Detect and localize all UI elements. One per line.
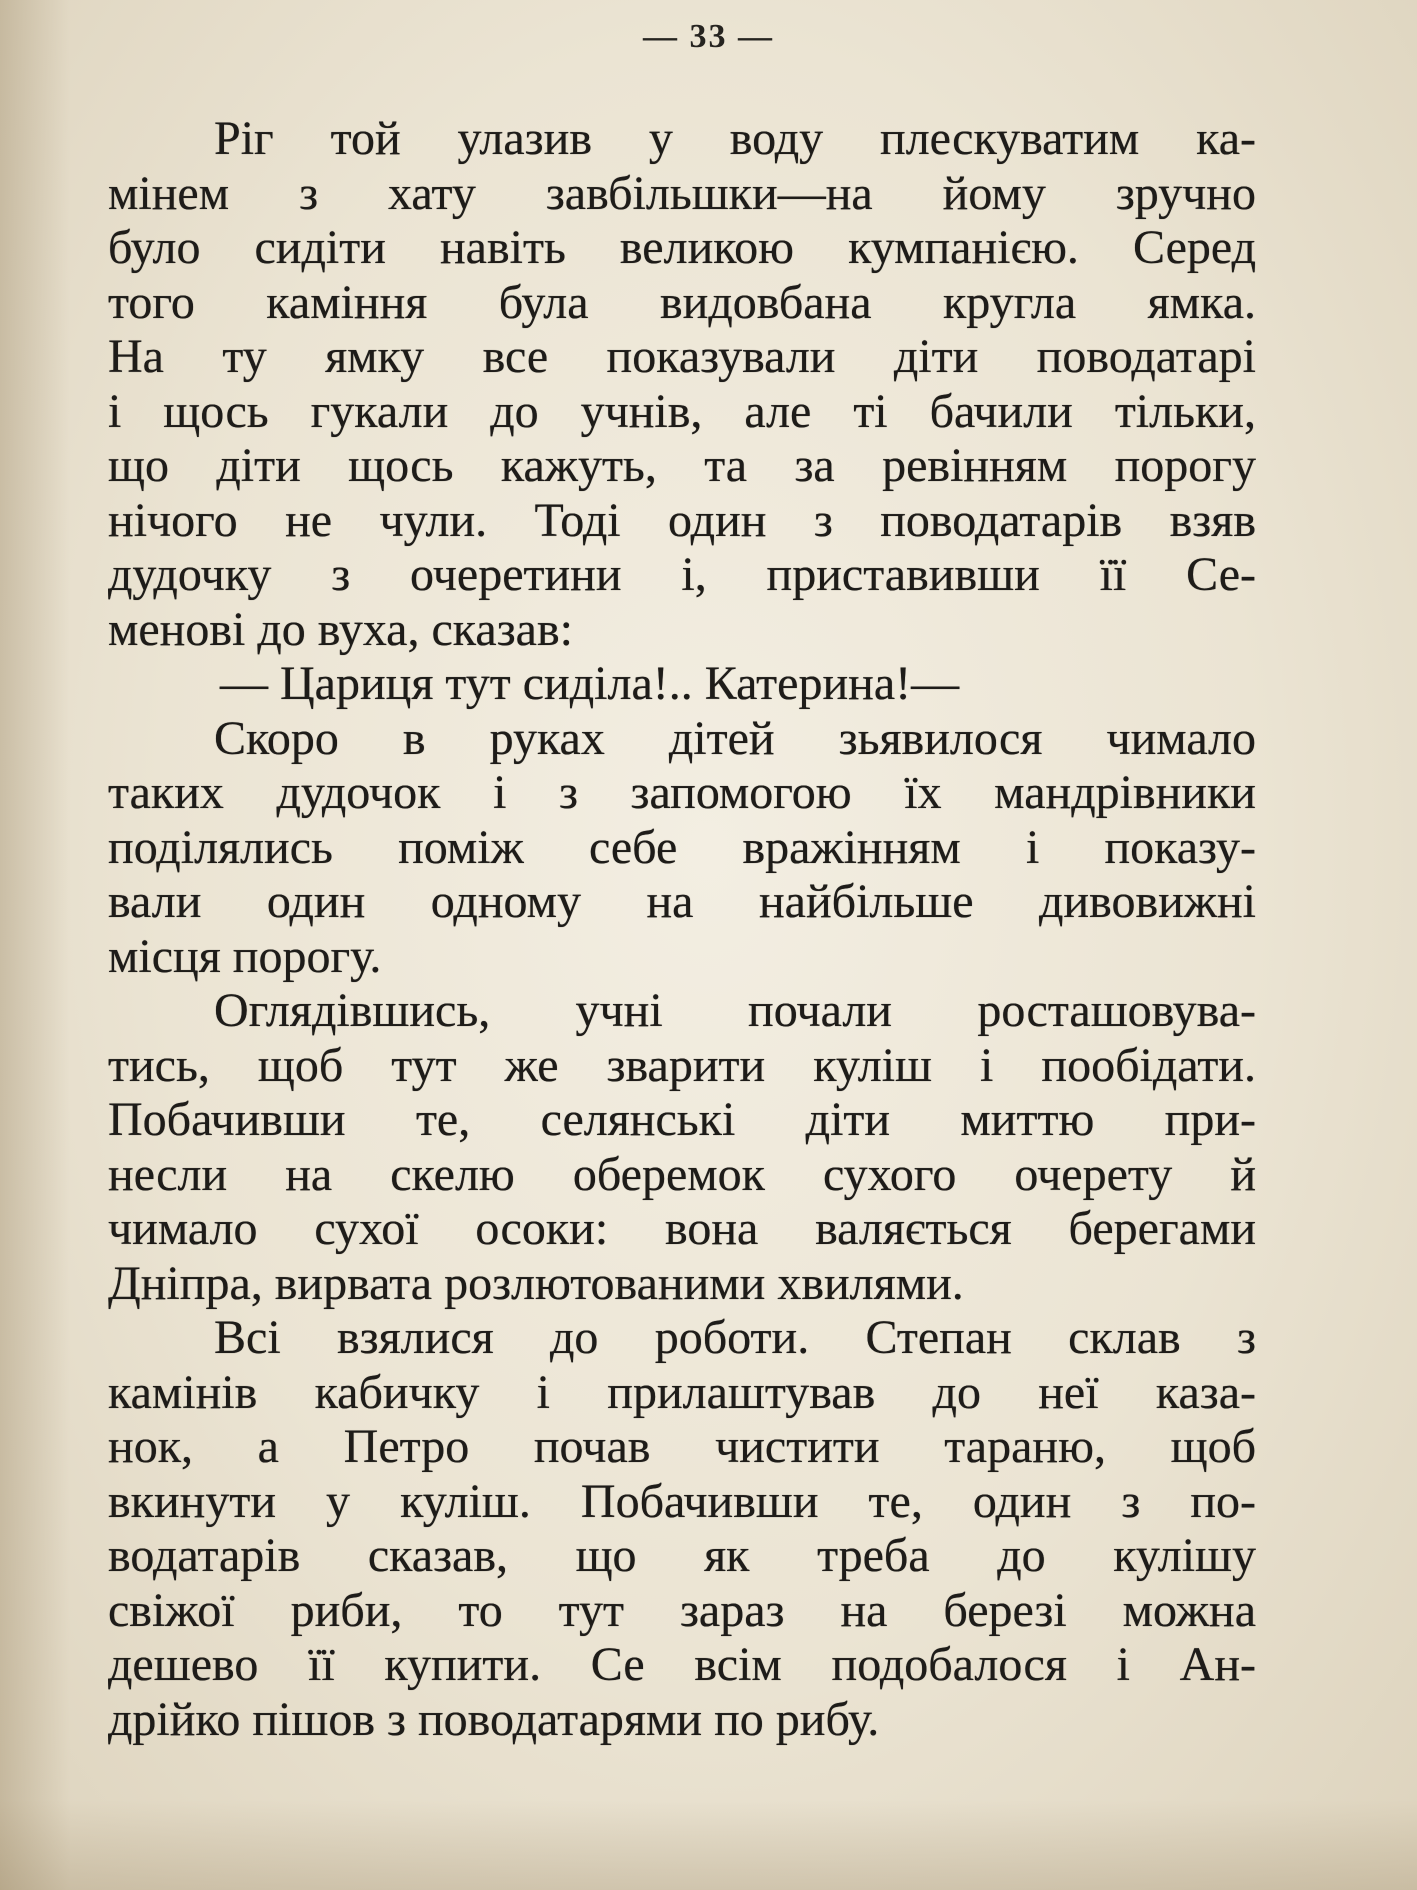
text-line: тись, щоб тут же зварити куліш і пообідати.: [108, 1038, 1256, 1092]
text-line: Дніпра, вирвата розлютованими хвилями.: [108, 1256, 964, 1310]
text-line: Ріг той улазив у воду плескуватим ка-: [214, 112, 1256, 165]
text-line: мінем з хату завбільшки—на йому зручно: [108, 166, 1256, 220]
page-shadow-bottom: [0, 1800, 1417, 1890]
text-line: поділялись поміж себе вражінням і показу-: [108, 820, 1256, 874]
text-line: Скоро в руках дітей зьявилося чимало: [214, 711, 1256, 765]
text-line: і щось гукали до учнів, але ті бачили тільки,: [108, 384, 1256, 438]
text-line: таких дудочок і з запомогою їх мандрівники: [108, 766, 1256, 819]
text-line: нок, а Петро почав чистити тараню, щоб: [108, 1420, 1256, 1473]
text-line: Оглядівшись, учні почали росташовува-: [214, 984, 1256, 1037]
text-line: дудочку з очеретини і, приставивши її Се-: [108, 548, 1256, 601]
text-line: дешево її купити. Се всім подобалося і Ан-: [108, 1638, 1256, 1691]
text-line: вали один одному на найбільше дивовижні: [108, 875, 1256, 928]
text-line: На ту ямку все показували діти поводатарі: [108, 330, 1256, 383]
text-line: чимало сухої осоки: вона валяється берегами: [108, 1202, 1256, 1255]
text-line: місця порогу.: [108, 929, 382, 983]
text-line: дрійко пішов з поводатарями по рибу.: [108, 1692, 880, 1746]
text-line: нічого не чули. Тоді один з поводатарів взяв: [108, 493, 1256, 547]
text-line: вкинути у куліш. Побачивши те, один з по-: [108, 1474, 1256, 1528]
text-line: водатарів сказав, що як треба до кулішу: [108, 1529, 1256, 1582]
text-line: менові до вуха, сказав:: [108, 602, 573, 656]
text-line: того каміння була видовбана кругла ямка.: [108, 275, 1256, 329]
text-line: Всі взялися до роботи. Степан склав з: [214, 1311, 1256, 1364]
text-line: Побачивши те, селянські діти миттю при-: [108, 1093, 1256, 1146]
text-line: що діти щось кажуть, та за ревінням порогу: [108, 439, 1256, 492]
dialogue-line: — Цариця тут сиділа!.. Катерина!—: [220, 657, 960, 710]
text-line: було сидіти навіть великою кумпанією. Серед: [108, 221, 1256, 274]
text-line: несли на скелю оберемок сухого очерету й: [108, 1147, 1256, 1201]
text-line: камінів кабичку і прилаштував до неї каза-: [108, 1365, 1256, 1419]
text-line: свіжої риби, то тут зараз на березі можна: [108, 1583, 1256, 1637]
page-number: — 33 —: [643, 18, 774, 55]
page-shadow-left: [0, 0, 70, 1890]
body-text: [108, 112, 1256, 1747]
